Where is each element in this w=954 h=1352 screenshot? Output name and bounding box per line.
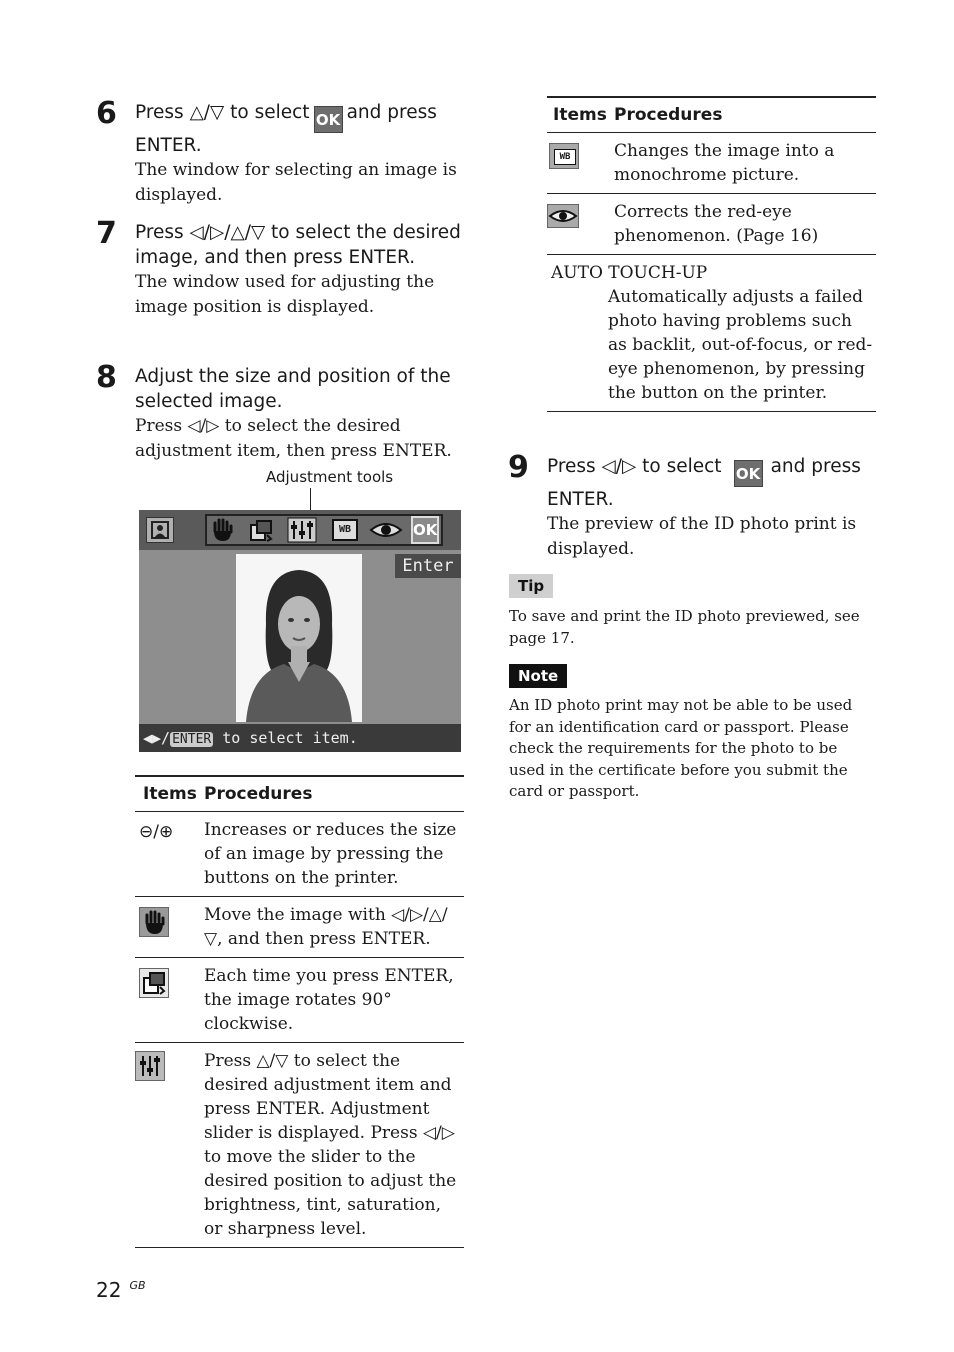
col-items: Items [143, 784, 197, 804]
step-6 [96, 96, 466, 208]
col-procedures: Procedures [614, 105, 723, 125]
step-body: Press ◁/▷ to select the desired adjustment item, then press ENTER. [135, 416, 452, 461]
correction-items-table [547, 96, 876, 412]
table-row [135, 897, 464, 958]
step-heading: Press ◁/▷ to select OK and press ENTER. [547, 456, 861, 510]
ok-icon: OK [734, 460, 763, 487]
table-row [135, 1043, 464, 1248]
step-7 [96, 216, 466, 320]
ok-icon: OK [314, 106, 343, 133]
step-heading: Press ◁/▷/△/▽ to select the desired image, and then press ENTER. [135, 222, 461, 268]
table-row [547, 194, 876, 255]
page-number: 22 [96, 1278, 122, 1302]
row-procedure: Increases or reduces the size of an image by pressing the buttons on the printer. [204, 820, 457, 888]
rotate-icon [139, 968, 169, 998]
step-heading: Press △/▽ to select OK and press ENTER. [135, 102, 437, 156]
row-procedure: Press △/▽ to select the desired adjustment item and press ENTER. Adjustment slider is displayed. Press ◁/▷ to move the slider to the desired position to adjust the brightness, tint, saturation, or sharpness level. [204, 1051, 457, 1239]
step-body: The window for selecting an image is displayed. [135, 160, 457, 205]
table-row [547, 133, 876, 194]
adjustment-items-table [135, 775, 464, 1248]
enter-key-icon: ENTER [172, 732, 212, 747]
screen-footer [139, 724, 461, 752]
printer-screen [139, 510, 461, 752]
step-number: 9 [508, 450, 529, 485]
table-row [135, 958, 464, 1043]
adjust-sliders-icon[interactable] [287, 517, 317, 548]
row-procedure: Move the image with ◁/▷/△/▽, and then press ENTER. [204, 905, 448, 949]
step-8 [96, 360, 466, 464]
photo-preview [236, 554, 362, 722]
wb-icon: WB [549, 143, 579, 169]
rotate-icon[interactable] [247, 517, 275, 548]
adjustment-tools-callout: Adjustment tools [266, 468, 394, 486]
step-number: 6 [96, 96, 117, 131]
ok-icon[interactable]: OK [411, 516, 439, 544]
hand-icon [139, 907, 169, 937]
row-procedure: Changes the image into a monochrome picture. [614, 141, 835, 185]
step-body: The window used for adjusting the image position is displayed. [135, 272, 435, 317]
enter-label: Enter [395, 554, 461, 578]
tools-group [205, 514, 443, 546]
note-label: Note [509, 664, 567, 688]
zoom-out-zoom-in-icon: ⊖/⊕ [139, 822, 174, 842]
table-row [135, 812, 464, 897]
step-number: 8 [96, 360, 117, 395]
eye-icon[interactable] [369, 518, 403, 547]
row-procedure: Each time you press ENTER, the image rotates 90° clockwise. [204, 966, 454, 1034]
step-body: The preview of the ID photo print is displayed. [547, 514, 857, 559]
auto-touch-up-title: AUTO TOUCH-UP [551, 263, 708, 283]
eye-icon [547, 204, 579, 228]
tip-text: To save and print the ID photo previewed, see page 17. [509, 607, 860, 647]
wb-icon[interactable]: WB [332, 519, 358, 541]
note-text: An ID photo print may not be able to be used for an identification card or passport. Please check the requirements for the photo to be used in the certificate before you submit the card or passport. [509, 696, 853, 800]
arrows-icon: ◀▶/ [143, 729, 171, 747]
row-procedure: Corrects the red-eye phenomenon. (Page 16) [614, 202, 819, 246]
id-photo-icon [146, 517, 174, 543]
auto-touch-up-text: Automatically adjusts a failed photo having problems such as backlit, out-of-focus, or red-eye phenomenon, by pressing the button on the printer. [608, 287, 873, 403]
step-9 [508, 450, 878, 562]
hand-icon[interactable] [209, 517, 237, 548]
col-items: Items [553, 105, 607, 125]
page-footer [96, 1278, 146, 1302]
step-number: 7 [96, 216, 117, 251]
adjust-sliders-icon [135, 1051, 165, 1081]
footer-instruction: to select item. [213, 729, 358, 747]
step-heading: Adjust the size and position of the selected image. [135, 366, 451, 412]
region-code: GB [129, 1279, 146, 1292]
table-row [547, 255, 876, 412]
tip-label: Tip [509, 574, 553, 598]
col-procedures: Procedures [204, 784, 313, 804]
